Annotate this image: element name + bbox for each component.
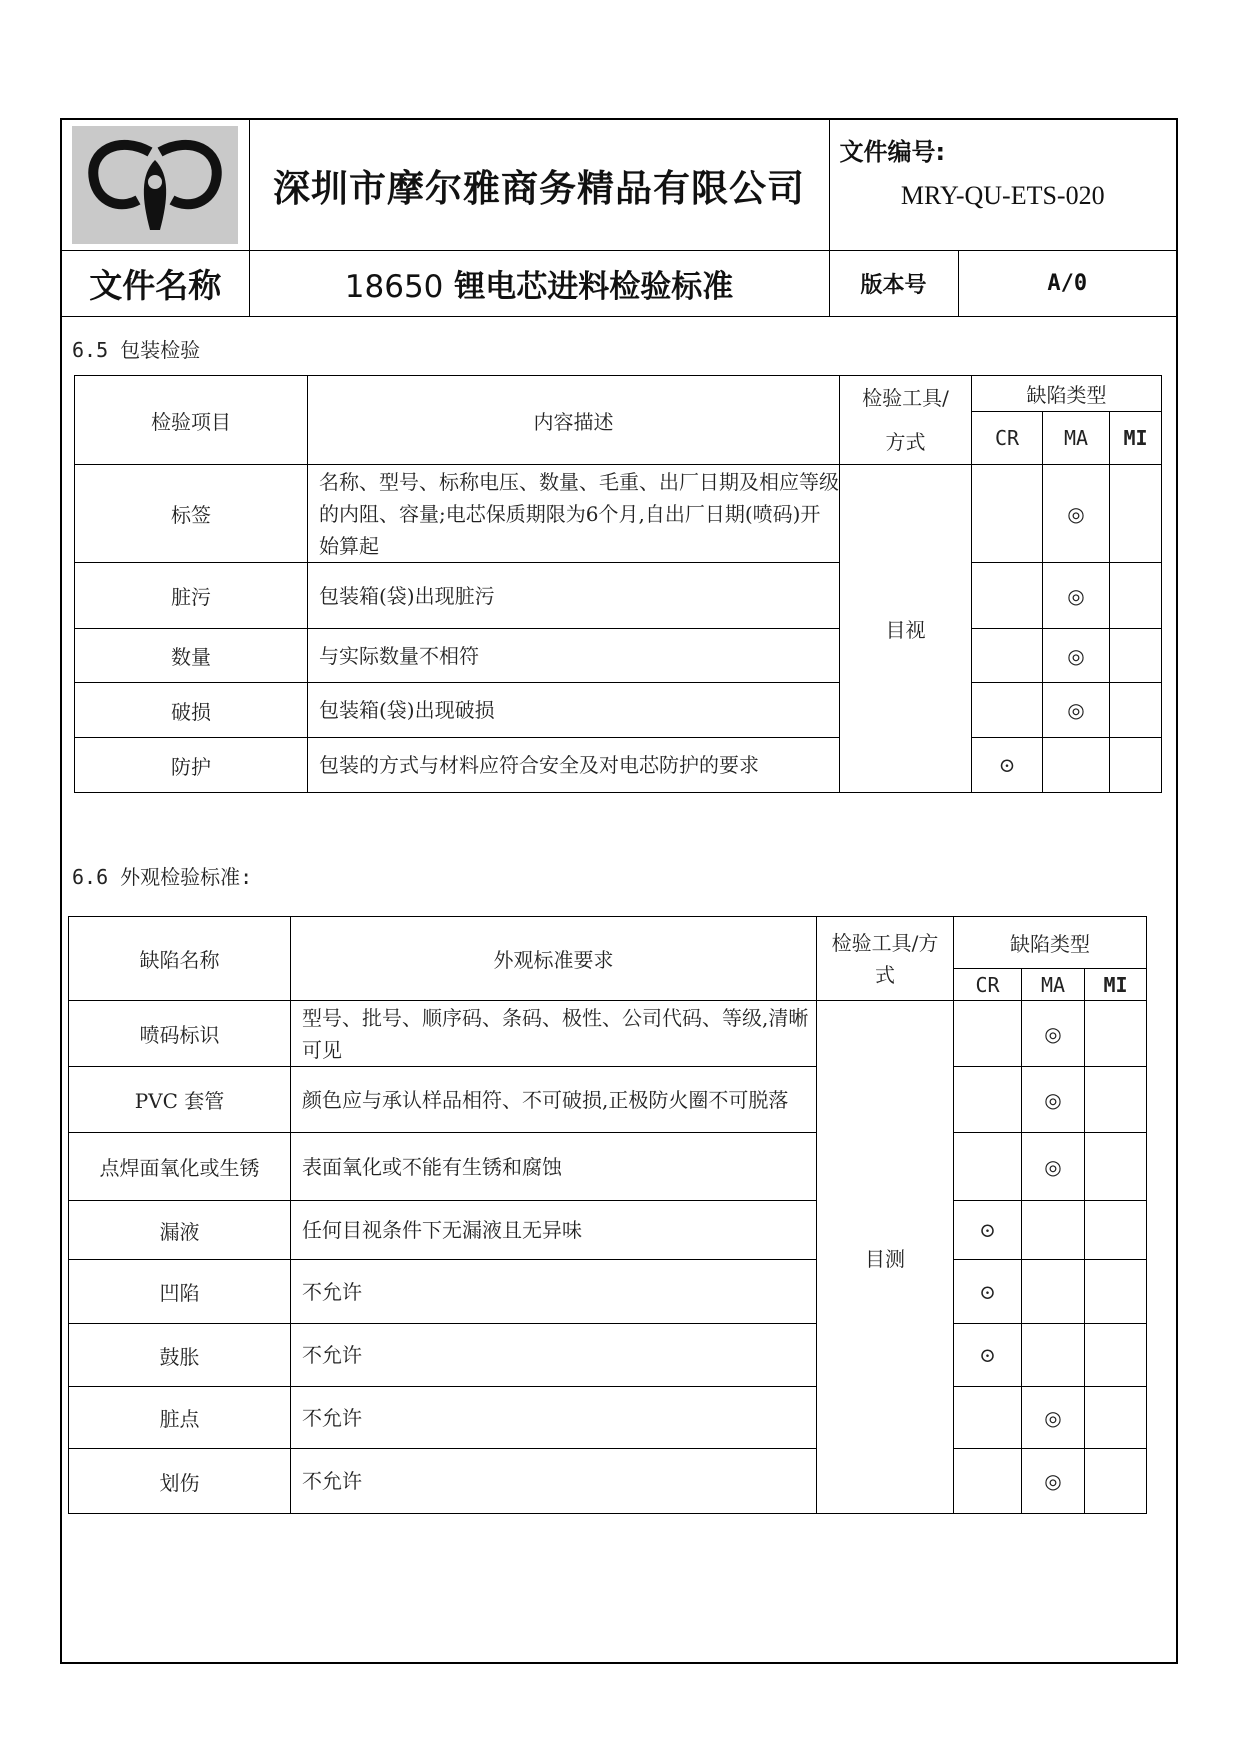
row-item: PVC 套管 (69, 1067, 291, 1133)
table-row (69, 1133, 1147, 1201)
row-cr (954, 1387, 1022, 1449)
col-header-item: 缺陷名称 (69, 917, 291, 1001)
row-mi (1110, 465, 1162, 563)
row-desc: 不允许 (291, 1324, 817, 1387)
table-row (69, 1260, 1147, 1324)
row-item: 破损 (75, 683, 308, 738)
row-ma: ◎ (1043, 563, 1110, 629)
file-name-number: 18650 (344, 268, 444, 305)
table-row (75, 738, 1162, 793)
col-header-tool-line1: 检验工具/方 (831, 930, 939, 955)
inspection-tool: 目测 (817, 1001, 954, 1514)
col-header-defect-type: 缺陷类型 (954, 917, 1147, 969)
col-header-tool (817, 917, 954, 1001)
doc-number: MRY-QU-ETS-020 (900, 181, 1105, 210)
table-row (69, 1324, 1147, 1387)
row-ma: ◎ (1043, 465, 1110, 563)
section-6-6-title: 6.6 外观检验标准: (72, 865, 253, 889)
row-cr (954, 1067, 1022, 1133)
row-item: 标签 (75, 465, 308, 563)
row-ma (1022, 1201, 1085, 1260)
row-cr (954, 1133, 1022, 1201)
row-cr: ⊙ (972, 738, 1043, 793)
row-desc: 颜色应与承认样品相符、不可破损,正极防火圈不可脱落 (291, 1067, 817, 1133)
row-desc: 表面氧化或不能有生锈和腐蚀 (291, 1133, 817, 1201)
row-item: 防护 (75, 738, 308, 793)
version-value: A/0 (958, 250, 1176, 316)
row-desc: 名称、型号、标称电压、数量、毛重、出厂日期及相应等级的内阻、容量;电芯保质期限为6个月,自出厂日期(喷码)开始算起 (308, 465, 840, 563)
row-cr: ⊙ (954, 1324, 1022, 1387)
logo-cell (62, 120, 249, 250)
col-header-cr: CR (954, 969, 1022, 1001)
row-desc: 型号、批号、顺序码、条码、极性、公司代码、等级,清晰可见 (291, 1001, 817, 1067)
row-mi (1110, 738, 1162, 793)
col-header-desc: 外观标准要求 (291, 917, 817, 1001)
row-desc: 与实际数量不相符 (308, 629, 840, 683)
row-cr (972, 629, 1043, 683)
row-item: 喷码标识 (69, 1001, 291, 1067)
col-header-tool-line2: 方式 (885, 430, 926, 454)
row-item: 脏污 (75, 563, 308, 629)
row-item: 划伤 (69, 1449, 291, 1514)
table-row (69, 1387, 1147, 1449)
row-item: 凹陷 (69, 1260, 291, 1324)
row-cr (954, 1449, 1022, 1514)
inspection-tool: 目视 (840, 465, 972, 793)
row-item: 鼓胀 (69, 1324, 291, 1387)
col-header-cr: CR (972, 412, 1043, 465)
file-name (249, 250, 829, 316)
row-ma: ◎ (1043, 683, 1110, 738)
row-mi (1085, 1133, 1147, 1201)
col-header-defect-type: 缺陷类型 (972, 376, 1162, 412)
row-mi (1085, 1387, 1147, 1449)
col-header-item: 检验项目 (75, 376, 308, 465)
row-item: 脏点 (69, 1387, 291, 1449)
row-desc: 包装的方式与材料应符合安全及对电芯防护的要求 (308, 738, 840, 793)
row-mi (1110, 563, 1162, 629)
doc-number-label: 文件编号: (839, 138, 946, 166)
table-row (75, 629, 1162, 683)
version-label: 版本号 (829, 250, 958, 316)
row-ma: ◎ (1022, 1387, 1085, 1449)
row-ma: ◎ (1043, 629, 1110, 683)
row-ma: ◎ (1022, 1133, 1085, 1201)
row-desc: 任何目视条件下无漏液且无异味 (291, 1201, 817, 1260)
row-desc: 包装箱(袋)出现破损 (308, 683, 840, 738)
row-item: 数量 (75, 629, 308, 683)
table-row (75, 563, 1162, 629)
table-row (75, 683, 1162, 738)
row-cr (972, 465, 1043, 563)
row-ma (1022, 1324, 1085, 1387)
row-desc: 不允许 (291, 1260, 817, 1324)
col-header-tool-line2: 式 (875, 962, 895, 987)
section-6-5-title: 6.5 包装检验 (72, 338, 201, 362)
row-mi (1085, 1324, 1147, 1387)
row-item: 漏液 (69, 1201, 291, 1260)
col-header-ma: MA (1022, 969, 1085, 1001)
row-mi (1085, 1201, 1147, 1260)
row-cr (972, 563, 1043, 629)
row-desc: 不允许 (291, 1449, 817, 1514)
table-row (69, 1067, 1147, 1133)
company-name: 深圳市摩尔雅商务精品有限公司 (249, 120, 829, 250)
row-cr (954, 1001, 1022, 1067)
row-mi (1085, 1449, 1147, 1514)
row-mi (1110, 683, 1162, 738)
row-mi (1085, 1067, 1147, 1133)
row-ma (1022, 1260, 1085, 1324)
col-header-ma: MA (1043, 412, 1110, 465)
file-name-label: 文件名称 (62, 250, 249, 316)
row-ma (1043, 738, 1110, 793)
file-name-text: 锂电芯进料检验标准 (443, 268, 734, 305)
packaging-inspection-table (74, 375, 1162, 793)
row-cr: ⊙ (954, 1260, 1022, 1324)
row-cr (972, 683, 1043, 738)
row-desc: 包装箱(袋)出现脏污 (308, 563, 840, 629)
table-row (69, 1449, 1147, 1514)
document-header (62, 120, 1176, 317)
col-header-mi: MI (1085, 969, 1147, 1001)
col-header-desc: 内容描述 (308, 376, 840, 465)
table-row (69, 1201, 1147, 1260)
row-mi (1085, 1001, 1147, 1067)
company-logo (72, 126, 238, 244)
row-ma: ◎ (1022, 1449, 1085, 1514)
row-desc: 不允许 (291, 1387, 817, 1449)
col-header-tool-line1: 检验工具/ (862, 386, 949, 410)
row-mi (1085, 1260, 1147, 1324)
col-header-mi: MI (1110, 412, 1162, 465)
table-row (69, 1001, 1147, 1067)
row-mi (1110, 629, 1162, 683)
table-row (75, 465, 1162, 563)
col-header-tool (840, 376, 972, 465)
row-ma: ◎ (1022, 1067, 1085, 1133)
row-ma: ◎ (1022, 1001, 1085, 1067)
appearance-inspection-table (68, 916, 1147, 1514)
row-cr: ⊙ (954, 1201, 1022, 1260)
row-item: 点焊面氧化或生锈 (69, 1133, 291, 1201)
